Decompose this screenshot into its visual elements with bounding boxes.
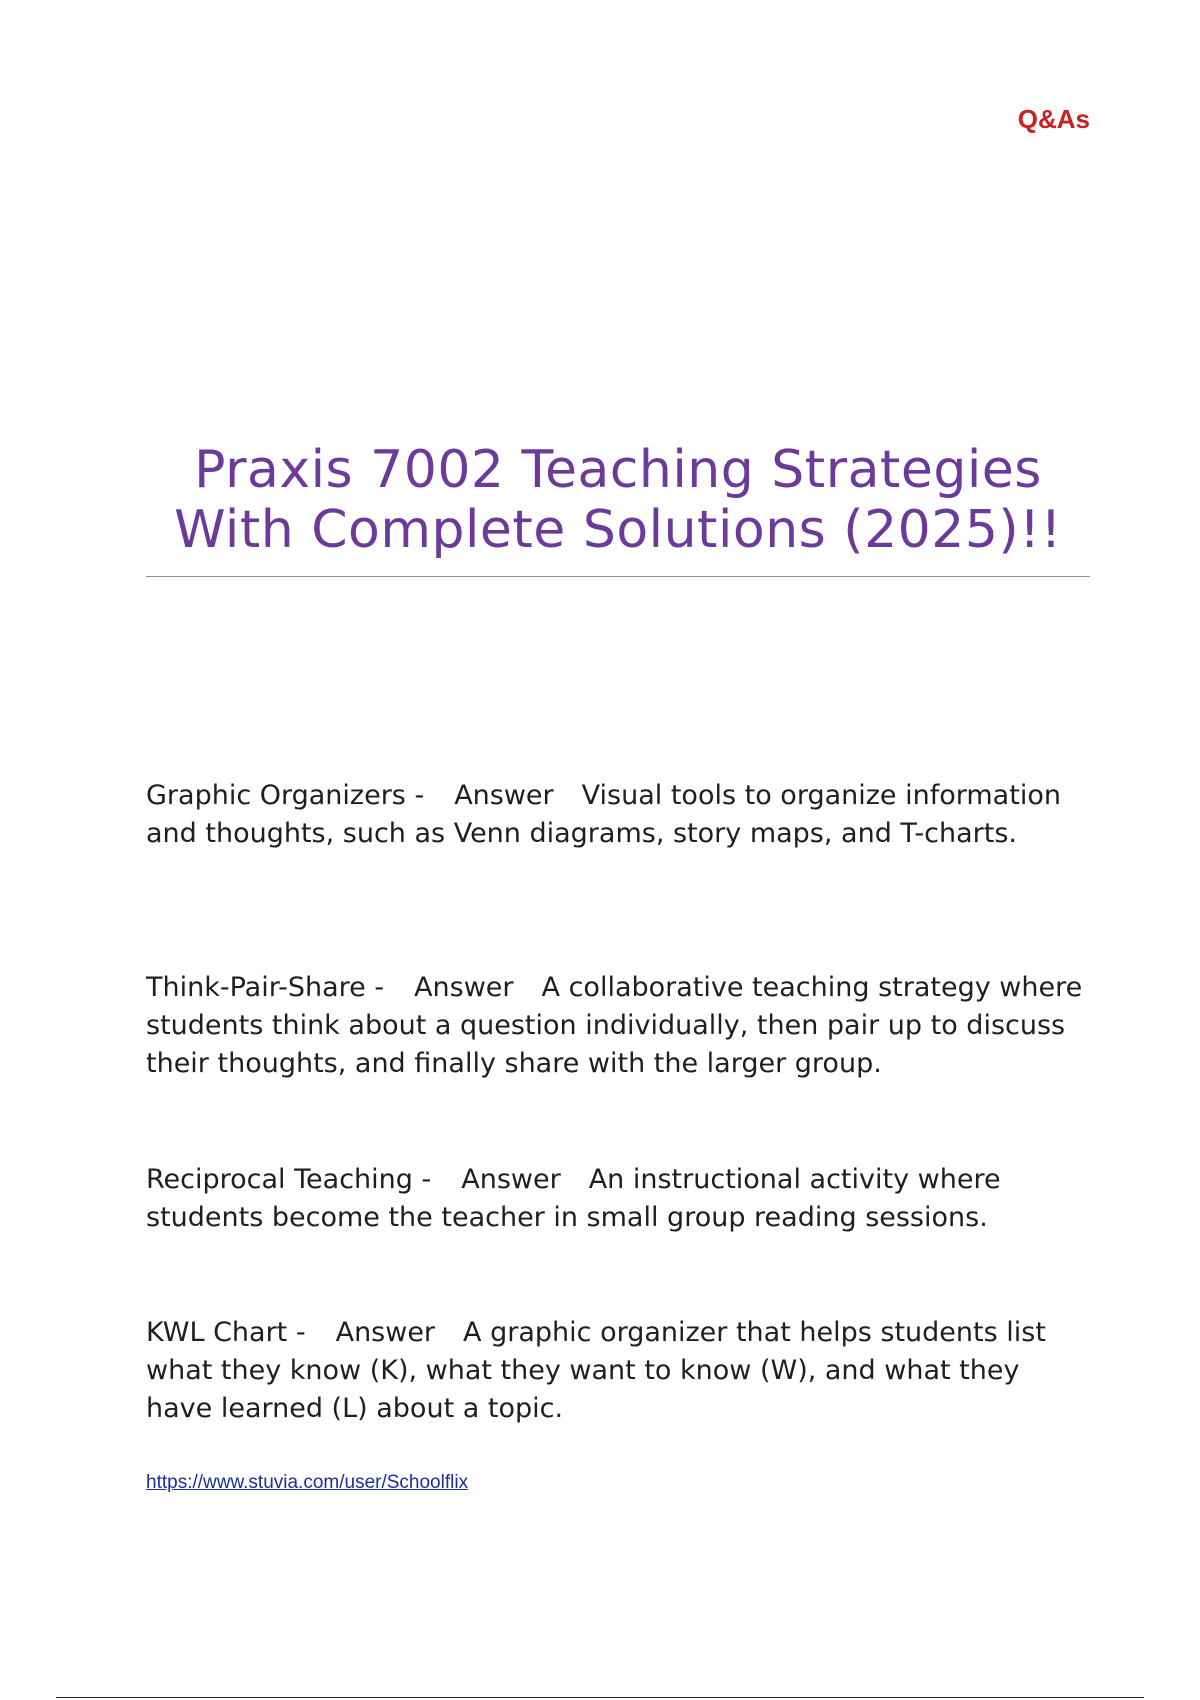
qa-item <box>146 777 1086 853</box>
qa-answer-label: Answer <box>335 1317 436 1348</box>
qa-item <box>146 1314 1086 1428</box>
document-title: Praxis 7002 Teaching Strategies With Complete Solutions (2025)!! <box>174 440 1062 560</box>
qa-term: Graphic Organizers - <box>146 780 425 811</box>
qa-term: KWL Chart - <box>146 1317 306 1348</box>
source-link[interactable]: https://www.stuvia.com/user/Schoolflix <box>146 1472 469 1493</box>
qa-answer-label: Answer <box>461 1164 561 1195</box>
qa-answer: Visual tools to organize information and thoughts, such as Venn diagrams, story maps, and T-charts. <box>146 780 1061 849</box>
title-divider <box>146 576 1090 577</box>
qa-answer-label: Answer <box>454 780 554 811</box>
qa-answer: A graphic organizer that helps students list what they know (K), what they want to know (W), and what they have learned (L) about a topic. <box>146 1317 1046 1424</box>
qa-answer: A collaborative teaching strategy where students think about a question individually, then pair up to discuss their thoughts, and finally share with the larger group. <box>146 972 1083 1079</box>
qa-answer: An instructional activity where students become the teacher in small group reading sessions. <box>146 1164 1001 1233</box>
qa-item <box>146 969 1086 1083</box>
qa-item <box>146 1161 1086 1237</box>
header-tag: Q&As <box>1017 104 1090 134</box>
qa-answer-label: Answer <box>414 972 514 1003</box>
qa-term: Think-Pair-Share - <box>146 972 385 1003</box>
qa-term: Reciprocal Teaching - <box>146 1164 432 1195</box>
footer-divider <box>56 1697 1144 1698</box>
